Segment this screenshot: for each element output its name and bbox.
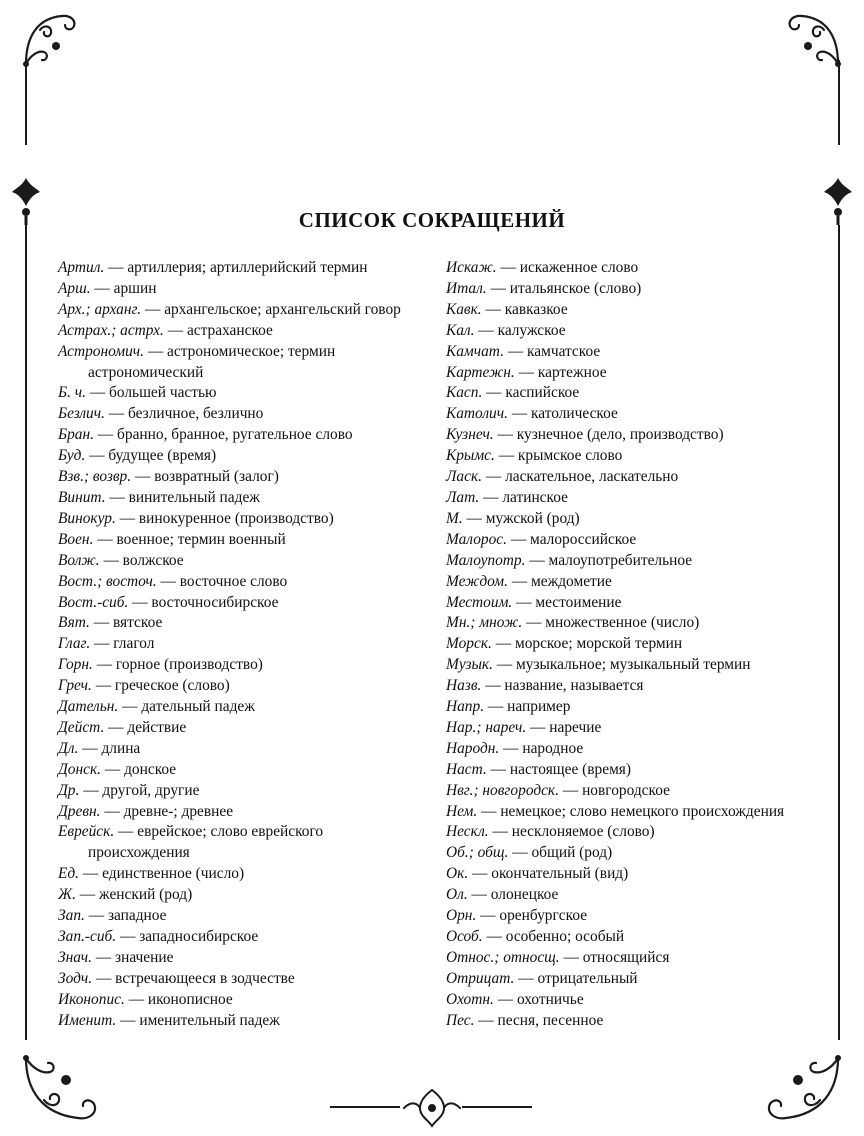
abbreviation-definition: — встречающееся в зодчестве	[92, 969, 295, 987]
abbreviation-definition: — единственное (число)	[79, 865, 245, 883]
abbreviation-term: Греч.	[58, 677, 92, 695]
abbreviation-entry	[58, 906, 418, 927]
abbreviation-definition: — восточносибирское	[128, 593, 279, 611]
abbreviation-term: Напр.	[446, 698, 485, 716]
abbreviation-definition: — искаженное слово	[496, 259, 639, 276]
abbreviation-definition: — возвратный (залог)	[131, 468, 279, 486]
abbreviation-term: Искаж.	[446, 259, 497, 276]
abbreviation-entry	[446, 425, 816, 446]
abbreviation-term: Междом.	[446, 572, 508, 590]
abbreviation-definition: — малоупотребительное	[525, 551, 693, 569]
abbreviation-term: Винит.	[58, 488, 106, 506]
abbreviation-entry	[58, 927, 418, 948]
abbreviation-definition: — народное	[499, 739, 584, 757]
abbreviation-entry	[446, 760, 816, 781]
corner-ornament-top-left	[18, 6, 82, 70]
abbreviation-term: Именит.	[58, 1011, 117, 1029]
abbreviation-term: Воен.	[58, 530, 94, 548]
abbreviation-definition: — оренбургское	[476, 907, 588, 925]
abbreviation-definition: — длина	[78, 739, 141, 757]
page-title: СПИСОК СОКРАЩЕНИЙ	[298, 208, 566, 232]
abbreviation-term: Нем.	[446, 802, 478, 820]
abbreviation-entry	[58, 321, 418, 342]
abbreviation-term: Мн.; множ.	[446, 614, 523, 632]
abbreviation-definition: — несклоняемое (слово)	[488, 823, 655, 841]
abbreviation-entry	[58, 593, 418, 614]
abbreviation-term: Камчат.	[446, 342, 504, 360]
abbreviation-entry	[446, 927, 816, 948]
abbreviation-term: Наст.	[446, 760, 487, 778]
abbreviation-term: Буд.	[58, 447, 86, 465]
abbreviation-entry	[446, 613, 816, 634]
abbreviation-definition: — новгородское	[558, 781, 670, 799]
abbreviation-definition: — наречие	[526, 718, 602, 736]
corner-ornament-top-right	[782, 6, 846, 70]
abbreviation-definition: — общий (род)	[508, 844, 613, 862]
abbreviation-entry	[446, 676, 816, 697]
abbreviation-term: Католич.	[446, 405, 508, 423]
abbreviation-entry	[446, 948, 816, 969]
frame-line-bottom-right	[462, 1106, 532, 1108]
abbreviation-definition: — католическое	[507, 405, 618, 423]
abbreviation-term: Дл.	[58, 739, 79, 757]
abbreviation-definition: — именительный падеж	[116, 1011, 280, 1029]
abbreviation-definition: — волжское	[99, 551, 184, 569]
abbreviation-entry	[58, 802, 418, 823]
abbreviation-entry	[58, 990, 418, 1011]
frame-line-right-middle	[838, 225, 840, 1040]
abbreviation-entry	[58, 572, 418, 593]
abbreviation-term: Знач.	[58, 948, 92, 966]
abbreviation-entry	[58, 258, 418, 279]
abbreviation-term: Местоим.	[446, 593, 513, 611]
abbreviation-entry	[446, 509, 816, 530]
abbreviation-term: Др.	[58, 781, 80, 799]
abbreviation-term: Нескл.	[446, 823, 489, 841]
abbreviation-definition: — древне-; древнее	[100, 802, 234, 820]
abbreviation-term: Арх.; арханг.	[58, 300, 142, 318]
abbreviation-definition: — итальянское (слово)	[486, 279, 642, 297]
abbreviation-definition: — кавказкое	[481, 300, 568, 318]
abbreviation-entry	[446, 279, 816, 300]
abbreviation-entry	[58, 342, 418, 384]
abbreviation-term: Народн.	[446, 739, 500, 757]
abbreviation-term: Безлич.	[58, 405, 105, 423]
abbreviation-term: Б. ч.	[58, 384, 86, 402]
abbreviation-term: Астрах.; астрх.	[58, 321, 164, 339]
abbreviation-definition: — малороссийское	[506, 530, 637, 548]
abbreviation-term: М.	[446, 509, 463, 527]
abbreviation-definition: — горное (производство)	[92, 656, 263, 674]
abbreviation-term: Артил.	[58, 259, 105, 276]
abbreviation-entry	[446, 802, 816, 823]
abbreviation-definition: — немецкое; слово немецкого происхождения	[477, 802, 785, 820]
abbreviation-definition: — множественное (число)	[522, 614, 700, 632]
abbreviation-entry	[58, 969, 418, 990]
abbreviation-definition: — например	[484, 698, 571, 716]
abbreviation-list-right-column	[446, 258, 816, 1032]
abbreviation-definition: — женский (род)	[75, 886, 193, 904]
abbreviation-definition: — морское; морской термин	[491, 635, 683, 653]
abbreviation-entry	[58, 509, 418, 530]
abbreviation-entry	[58, 864, 418, 885]
abbreviation-entry	[446, 258, 816, 279]
abbreviation-entry	[58, 404, 418, 425]
abbreviation-entry	[446, 634, 816, 655]
abbreviation-entry	[446, 969, 816, 990]
abbreviation-term: Вост.-сиб.	[58, 593, 129, 611]
abbreviation-term: Относ.; относщ.	[446, 948, 560, 966]
abbreviation-entry	[58, 446, 418, 467]
abbreviation-definition: — будущее (время)	[85, 447, 217, 465]
abbreviation-definition: — безличное, безлично	[104, 405, 264, 423]
abbreviation-entry	[446, 697, 816, 718]
abbreviation-list-left-column	[58, 258, 418, 1032]
abbreviation-term: Морск.	[446, 635, 492, 653]
abbreviation-term: Отрицат.	[446, 969, 515, 987]
abbreviation-term: Кузнеч.	[446, 426, 494, 444]
abbreviation-entry	[446, 843, 816, 864]
abbreviation-definition: — местоимение	[512, 593, 622, 611]
abbreviation-definition: — название, называется	[481, 677, 644, 695]
abbreviation-term: Крымс.	[446, 447, 495, 465]
abbreviation-definition: — относящийся	[559, 948, 670, 966]
abbreviation-entry	[446, 467, 816, 488]
abbreviation-entry	[58, 822, 418, 864]
abbreviation-term: Зодч.	[58, 969, 93, 987]
frame-line-left-top	[25, 60, 27, 145]
abbreviation-term: Картежн.	[446, 363, 515, 381]
abbreviation-entry	[446, 822, 816, 843]
abbreviation-term: Ж.	[58, 886, 76, 904]
abbreviation-term: Зап.-сиб.	[58, 928, 117, 945]
abbreviation-term: Пес.	[446, 1011, 475, 1029]
abbreviation-term: Назв.	[446, 677, 482, 695]
abbreviation-entry	[446, 321, 816, 342]
abbreviation-definition: — калужское	[474, 321, 566, 339]
abbreviation-term: Иконопис.	[58, 990, 125, 1008]
abbreviation-definition: — картежное	[514, 363, 607, 381]
abbreviation-term: Малорос.	[446, 530, 507, 548]
abbreviation-definition: — значение	[91, 948, 174, 966]
abbreviation-entry	[446, 572, 816, 593]
abbreviation-definition: — особенно; особый	[482, 928, 625, 945]
abbreviation-definition: — междометие	[507, 572, 612, 590]
abbreviation-entry	[58, 613, 418, 634]
abbreviation-entry	[446, 383, 816, 404]
abbreviation-entry	[446, 488, 816, 509]
abbreviation-entry	[58, 530, 418, 551]
abbreviation-entry	[58, 383, 418, 404]
abbreviation-entry	[58, 948, 418, 969]
abbreviation-entry	[58, 781, 418, 802]
abbreviation-entry	[446, 446, 816, 467]
abbreviation-term: Дейст.	[58, 718, 105, 736]
abbreviation-definition: — глагол	[90, 635, 155, 653]
abbreviation-definition: — архангельское; архангельский говор	[141, 300, 401, 318]
abbreviation-definition: — иконописное	[124, 990, 233, 1008]
abbreviation-definition: — другой, другие	[79, 781, 200, 799]
abbreviation-definition: — олонецкое	[467, 886, 559, 904]
abbreviation-term: Волж.	[58, 551, 100, 569]
abbreviation-definition: — камчатское	[503, 342, 601, 360]
abbreviation-term: Лат.	[446, 488, 480, 506]
frame-line-right-top	[838, 60, 840, 145]
abbreviation-term: Зап.	[58, 907, 85, 925]
abbreviation-entry	[446, 781, 816, 802]
abbreviation-entry	[58, 279, 418, 300]
abbreviation-entry	[58, 634, 418, 655]
abbreviation-definition: — кузнечное (дело, производство)	[493, 426, 724, 444]
abbreviation-entry	[58, 739, 418, 760]
abbreviation-term: Винокур.	[58, 509, 116, 527]
abbreviation-term: Об.; общ.	[446, 844, 509, 862]
abbreviation-entry	[58, 676, 418, 697]
abbreviation-term: Астрономич.	[58, 342, 144, 360]
abbreviation-entry	[58, 697, 418, 718]
abbreviation-term: Ок.	[446, 865, 469, 883]
abbreviation-entry	[446, 530, 816, 551]
abbreviation-definition: — настоящее (время)	[486, 760, 632, 778]
bottom-center-ornament	[400, 1086, 464, 1130]
abbreviation-entry	[446, 404, 816, 425]
abbreviation-definition: — военное; термин военный	[93, 530, 286, 548]
abbreviation-definition: — песня, песенное	[474, 1011, 604, 1029]
abbreviation-term: Ол.	[446, 886, 468, 904]
abbreviation-entry	[446, 1011, 816, 1032]
abbreviation-definition: — окончательный (вид)	[468, 865, 629, 883]
abbreviation-entry	[446, 864, 816, 885]
abbreviation-definition: — аршин	[90, 279, 157, 297]
abbreviation-definition: — винительный падеж	[105, 488, 260, 506]
abbreviation-entry	[446, 885, 816, 906]
abbreviation-term: Глаг.	[58, 635, 91, 653]
abbreviation-definition: — крымское слово	[494, 447, 623, 465]
abbreviation-term: Донск.	[58, 760, 102, 778]
abbreviation-definition: — латинское	[479, 488, 568, 506]
abbreviation-entry	[58, 425, 418, 446]
abbreviation-entry	[446, 593, 816, 614]
abbreviation-term: Кал.	[446, 321, 475, 339]
abbreviation-entry	[58, 551, 418, 572]
abbreviation-term: Ед.	[58, 865, 80, 883]
abbreviation-definition: — бранно, бранное, ругательное слово	[93, 426, 353, 444]
abbreviation-term: Вост.; восточ.	[58, 572, 157, 590]
corner-ornament-bottom-left	[18, 1050, 114, 1130]
abbreviation-entry	[446, 906, 816, 927]
abbreviation-term: Итал.	[446, 279, 487, 297]
abbreviation-definition: — мужской (род)	[462, 509, 580, 527]
abbreviation-term: Особ.	[446, 928, 483, 945]
abbreviation-definition: — астрономическое; термин астрономический	[88, 342, 336, 381]
abbreviation-definition: — винокуренное (производство)	[115, 509, 334, 527]
abbreviation-definition: — ласкательное, ласкательно	[482, 468, 679, 486]
abbreviation-definition: — отрицательный	[514, 969, 638, 987]
abbreviation-entry	[446, 300, 816, 321]
abbreviation-definition: — охотничье	[493, 990, 584, 1008]
abbreviation-definition: — астраханское	[163, 321, 273, 339]
abbreviation-term: Ласк.	[446, 468, 482, 486]
abbreviation-entry	[58, 885, 418, 906]
abbreviation-entry	[58, 467, 418, 488]
abbreviation-definition: — дательный падеж	[118, 698, 255, 716]
abbreviation-definition: — восточное слово	[156, 572, 288, 590]
abbreviation-entry	[446, 739, 816, 760]
abbreviation-entry	[446, 990, 816, 1011]
abbreviation-term: Вят.	[58, 614, 90, 632]
abbreviation-term: Горн.	[58, 656, 93, 674]
abbreviation-term: Дательн.	[58, 698, 119, 716]
abbreviation-entry	[58, 1011, 418, 1032]
frame-line-bottom-left	[330, 1106, 400, 1108]
abbreviation-term: Кавк.	[446, 300, 482, 318]
abbreviation-definition: — действие	[104, 718, 187, 736]
abbreviation-entry	[446, 342, 816, 363]
abbreviation-term: Касп.	[446, 384, 483, 402]
abbreviation-term: Музык.	[446, 656, 493, 674]
abbreviation-entry	[58, 655, 418, 676]
abbreviation-definition: — еврейское; слово еврейского происхождения	[88, 823, 324, 862]
abbreviation-term: Взв.; возвр.	[58, 468, 132, 486]
abbreviation-entry	[446, 363, 816, 384]
abbreviation-entry	[446, 551, 816, 572]
abbreviation-entry	[58, 488, 418, 509]
abbreviation-term: Арш.	[58, 279, 91, 297]
abbreviation-term: Орн.	[446, 907, 477, 925]
abbreviation-term: Бран.	[58, 426, 94, 444]
abbreviation-definition: — артиллерия; артиллерийский термин	[104, 259, 368, 276]
abbreviation-definition: — донское	[101, 760, 177, 778]
abbreviation-definition: — каспийское	[482, 384, 580, 402]
abbreviation-entry	[58, 718, 418, 739]
abbreviation-entry	[446, 718, 816, 739]
abbreviation-term: Нар.; нареч.	[446, 718, 527, 736]
frame-line-left-middle	[25, 225, 27, 1040]
abbreviation-definition: — западное	[84, 907, 167, 925]
abbreviation-term: Нвг.; новгородск.	[446, 781, 559, 799]
abbreviation-definition: — музыкальное; музыкальный термин	[492, 656, 751, 674]
abbreviation-entry	[58, 300, 418, 321]
abbreviation-definition: — греческое (слово)	[91, 677, 230, 695]
abbreviation-term: Малоупотр.	[446, 551, 526, 569]
abbreviation-term: Древн.	[58, 802, 101, 820]
abbreviation-term: Еврейск.	[58, 823, 115, 841]
abbreviation-definition: — вятское	[89, 614, 163, 632]
abbreviation-term: Охотн.	[446, 990, 494, 1008]
abbreviation-definition: — большей частью	[85, 384, 217, 402]
corner-ornament-bottom-right	[750, 1050, 846, 1130]
abbreviation-definition: — западносибирское	[116, 928, 259, 945]
abbreviation-entry	[446, 655, 816, 676]
abbreviation-entry	[58, 760, 418, 781]
